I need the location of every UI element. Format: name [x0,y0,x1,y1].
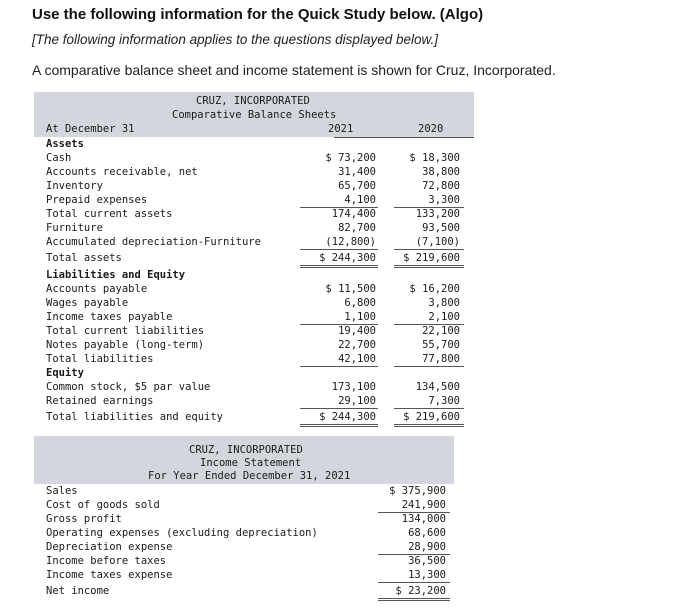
is-company: CRUZ, INCORPORATED [189,444,303,456]
bs-underline [300,207,378,208]
bs-underline [300,366,378,367]
bs-value-2021: 82,700 [338,222,376,234]
bs-row [34,207,474,221]
bs-row-label: Liabilities and Equity [46,269,186,281]
bs-value-2020: 3,300 [428,194,460,206]
is-row [34,484,454,498]
bs-underline [394,249,464,250]
is-underline [378,554,450,555]
is-title: Income Statement [200,457,302,469]
bs-value-2020: (7,100) [415,236,460,248]
is-row [34,554,454,568]
is-row-label: Cost of goods sold [46,499,160,511]
bs-underline [300,324,378,325]
bs-value-2021: 29,100 [338,395,376,407]
bs-row-label: Assets [46,138,84,150]
bs-row-label: Total current assets [46,208,173,220]
is-row-label: Depreciation expense [46,541,173,553]
bs-value-2020: $ 16,200 [409,283,460,295]
is-underline [378,600,450,601]
bs-row [34,179,474,193]
bs-row [34,268,474,282]
bs-value-2021: 174,400 [331,208,376,220]
is-value: 241,900 [401,499,446,511]
bs-row [34,221,474,235]
bs-underline [300,408,378,409]
bs-row-label: Cash [46,152,72,164]
is-row-label: Gross profit [46,513,122,525]
page-heading: Use the following information for the Quick Study below. (Algo) [32,6,484,23]
bs-underline [394,207,464,208]
is-underline [378,512,450,513]
bs-value-2021: 173,100 [331,381,376,393]
is-underline [378,582,450,583]
bs-value-2020: 55,700 [422,339,460,351]
bs-value-2020: 134,500 [415,381,460,393]
bs-value-2021: (12,800) [325,236,376,248]
bs-row [34,380,474,394]
bs-value-2020: 38,800 [422,166,460,178]
is-row-label: Operating expenses (excluding depreciation) [46,527,318,539]
bs-row-label: Retained earnings [46,395,154,407]
bs-value-2021: 4,100 [344,194,376,206]
bs-value-2020: $ 18,300 [409,152,460,164]
bs-underline [394,426,464,427]
is-row [34,526,454,540]
is-value: $ 375,900 [389,485,446,497]
bs-row [34,251,474,265]
bs-row [34,282,474,296]
bs-value-2020: $ 219,600 [403,411,460,423]
is-underline [378,598,450,599]
is-row-label: Net income [46,585,110,597]
bs-row [34,324,474,338]
bs-row-label: Accumulated depreciation-Furniture [46,236,261,248]
bs-row [34,193,474,207]
bs-value-2021: $ 244,300 [319,252,376,264]
bs-value-2021: $ 11,500 [325,283,376,295]
bs-value-2020: 3,800 [428,297,460,309]
bs-row [34,394,474,408]
bs-row-label: Accounts receivable, net [46,166,198,178]
is-row [34,584,454,598]
bs-row-label: Wages payable [46,297,129,309]
bs-date-label: At December 31 [46,123,135,135]
is-row-label: Sales [46,485,78,497]
bs-underline [300,265,378,266]
bs-underline [394,424,464,425]
is-period: For Year Ended December 31, 2021 [148,470,351,482]
bs-value-2020: $ 219,600 [403,252,460,264]
bs-value-2021: $ 73,200 [325,152,376,164]
is-value: 28,900 [408,541,446,553]
bs-underline [394,324,464,325]
bs-row-label: Total current liabilities [46,325,205,337]
is-value: 36,500 [408,555,446,567]
bs-row [34,410,474,424]
bs-row-label: Total liabilities and equity [46,411,224,423]
bs-value-2021: $ 244,300 [319,411,376,423]
bs-row-label: Prepaid expenses [46,194,148,206]
bs-row-label: Total liabilities [46,353,154,365]
bs-row [34,310,474,324]
bs-row-label: Total assets [46,252,122,264]
bs-underline [300,426,378,427]
bs-value-2021: 6,800 [344,297,376,309]
bs-value-2021: 19,400 [338,325,376,337]
bs-underline [394,265,464,266]
bs-underline [394,366,464,367]
bs-value-2020: 133,200 [415,208,460,220]
bs-underline [300,424,378,425]
bs-row-label: Inventory [46,180,103,192]
bs-value-2020: 7,300 [428,395,460,407]
bs-value-2021: 42,100 [338,353,376,365]
is-value: $ 23,200 [395,585,446,597]
bs-row [34,338,474,352]
is-value: 13,300 [408,569,446,581]
bs-value-2020: 22,100 [422,325,460,337]
bs-value-2021: 22,700 [338,339,376,351]
bs-value-2020: 93,500 [422,222,460,234]
info-note: [The following information applies to the questions displayed below.] [32,32,438,47]
is-row-label: Income taxes expense [46,569,173,581]
bs-company: CRUZ, INCORPORATED [196,95,310,107]
balance-sheet-header [34,92,474,137]
bs-row [34,296,474,310]
bs-row-label: Equity [46,367,84,379]
bs-value-2020: 72,800 [422,180,460,192]
bs-title: Comparative Balance Sheets [172,109,337,121]
bs-row-label: Accounts payable [46,283,148,295]
is-value: 68,600 [408,527,446,539]
bs-value-2021: 31,400 [338,166,376,178]
bs-row [34,352,474,366]
income-statement-header [34,436,454,484]
bs-row [34,235,474,249]
bs-value-2021: 1,100 [344,311,376,323]
bs-row-label: Furniture [46,222,103,234]
is-row [34,498,454,512]
bs-col-2020: 2020 [418,123,444,135]
bs-row-label: Common stock, $5 par value [46,381,211,393]
bs-underline [300,249,378,250]
bs-row-label: Income taxes payable [46,311,173,323]
bs-row [34,151,474,165]
bs-row [34,165,474,179]
is-value: 134,000 [401,513,446,525]
bs-row-label: Notes payable (long-term) [46,339,205,351]
bs-col-2021: 2021 [328,123,354,135]
bs-row [34,137,474,151]
bs-row [34,366,474,380]
bs-underline [394,408,464,409]
is-row [34,512,454,526]
bs-value-2020: 77,800 [422,353,460,365]
bs-value-2021: 65,700 [338,180,376,192]
bs-underline [394,267,464,268]
bs-underline [300,267,378,268]
intro-text: A comparative balance sheet and income statement is shown for Cruz, Incorporated. [32,62,556,78]
is-row-label: Income before taxes [46,555,167,567]
bs-value-2020: 2,100 [428,311,460,323]
is-row [34,540,454,554]
is-row [34,568,454,582]
